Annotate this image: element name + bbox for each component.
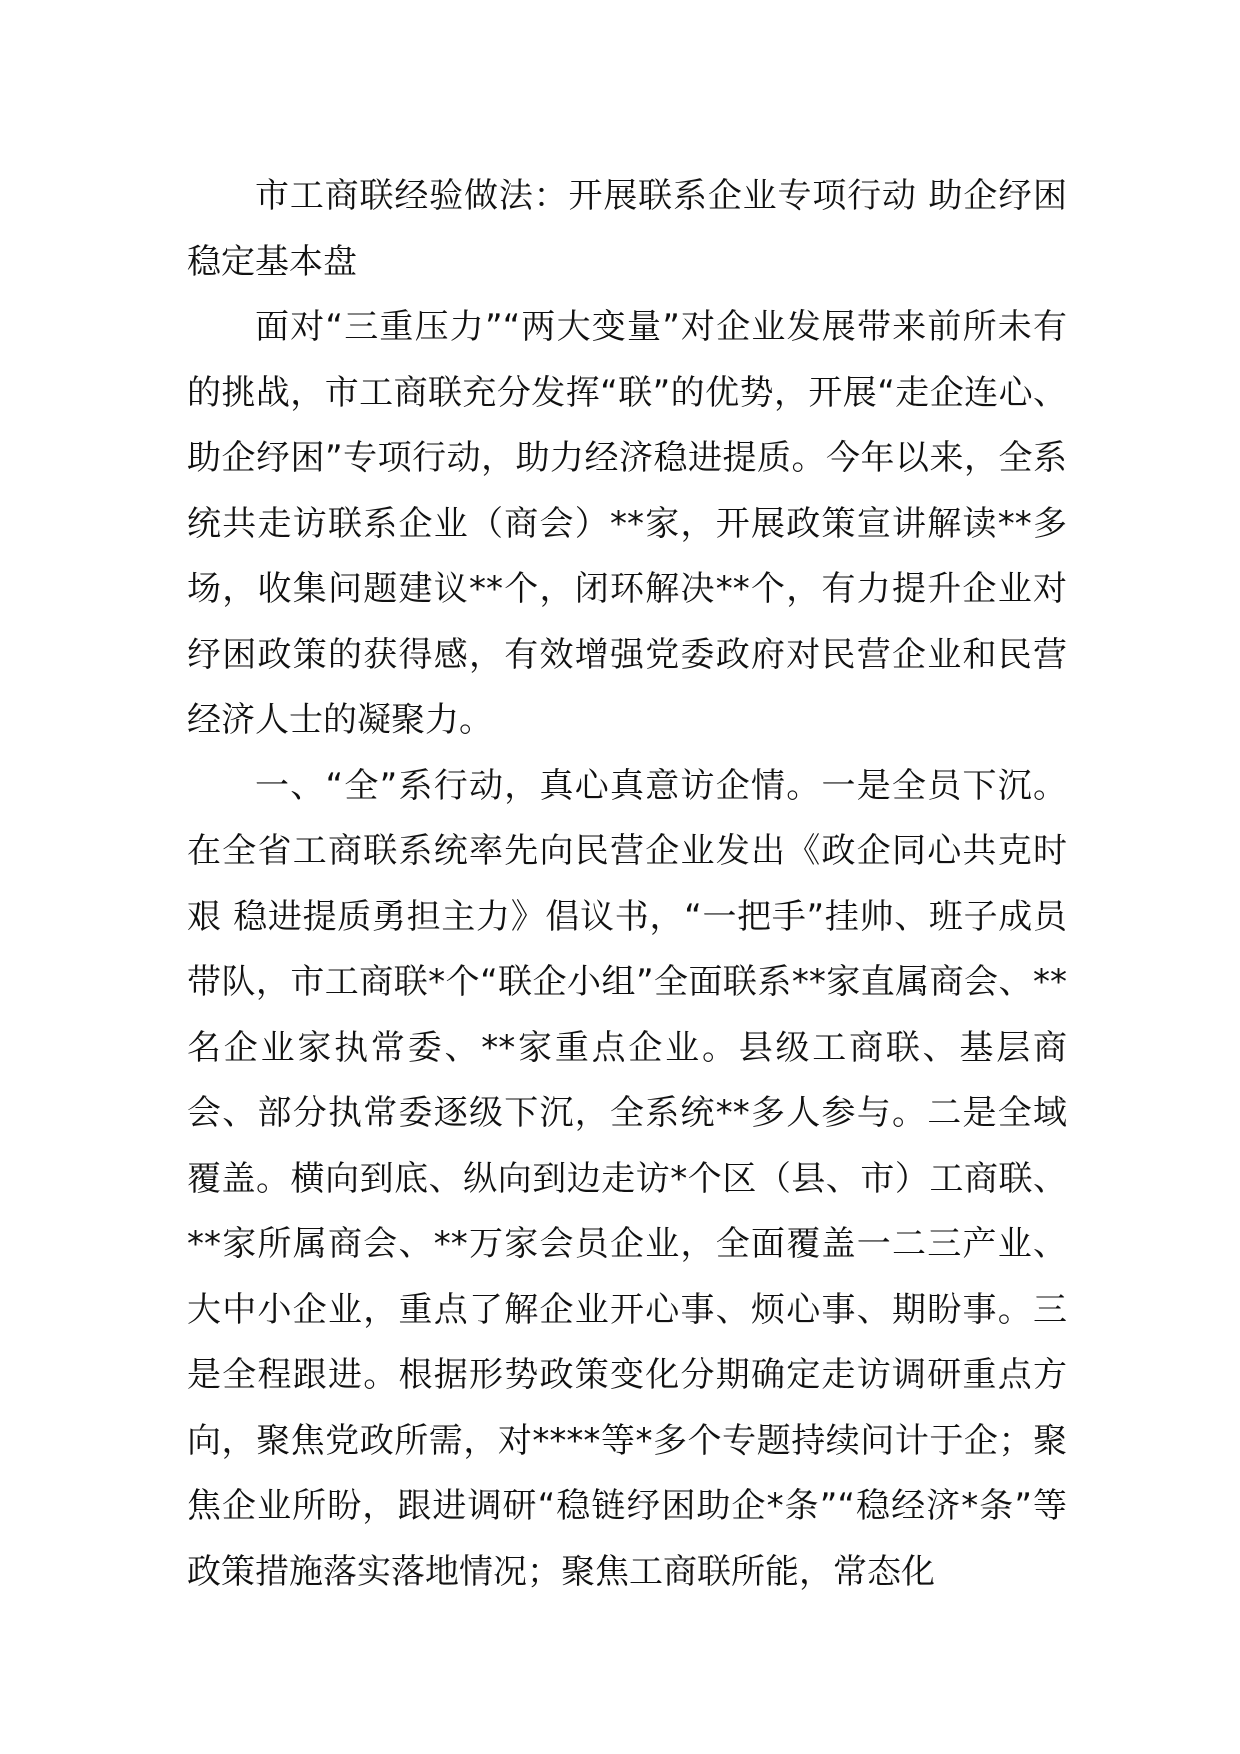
document-body — [187, 164, 1067, 1605]
intro-paragraph: 面对“三重压力”“两大变量”对企业发展带来前所未有的挑战，市工商联充分发挥“联”的优势，开展“走企连心、助企纾困”专项行动，助力经济稳进提质。今年以来，全系统共走访联系企业（商会）**家，开展政策宣讲解读**多场，收集问题建议**个，闭环解决**个，有力提升企业对纾困政策的获得感，有效增强党委政府对民营企业和民营经济人士的凝聚力。 — [187, 307, 1067, 740]
document-title: 市工商联经验做法：开展联系企业专项行动 助企纾困稳定基本盘 — [187, 176, 1067, 282]
section-one-paragraph: 一、“全”系行动，真心真意访企情。一是全员下沉。在全省工商联系统率先向民营企业发出《政企同心共克时艰 稳进提质勇担主力》倡议书，“一把手”挂帅、班子成员带队，市工商联*个“联企小组”全面联系**家直属商会、**名企业家执常委、**家重点企业。县级工商联、基层商会、部分执常委逐级下沉，全系统**多人参与。二是全域覆盖。横向到底、纵向到边走访*个区（县、市）工商联、**家所属商会、**万家会员企业，全面覆盖一二三产业、大中小企业，重点了解企业开心事、烦心事、期盼事。三是全程跟进。根据形势政策变化分期确定走访调研重点方向，聚焦党政所需，对****等*多个专题持续问计于企；聚焦企业所盼，跟进调研“稳链纾困助企*条”“稳经济*条”等政策措施落实落地情况；聚焦工商联所能，常态化 — [187, 765, 1067, 1592]
